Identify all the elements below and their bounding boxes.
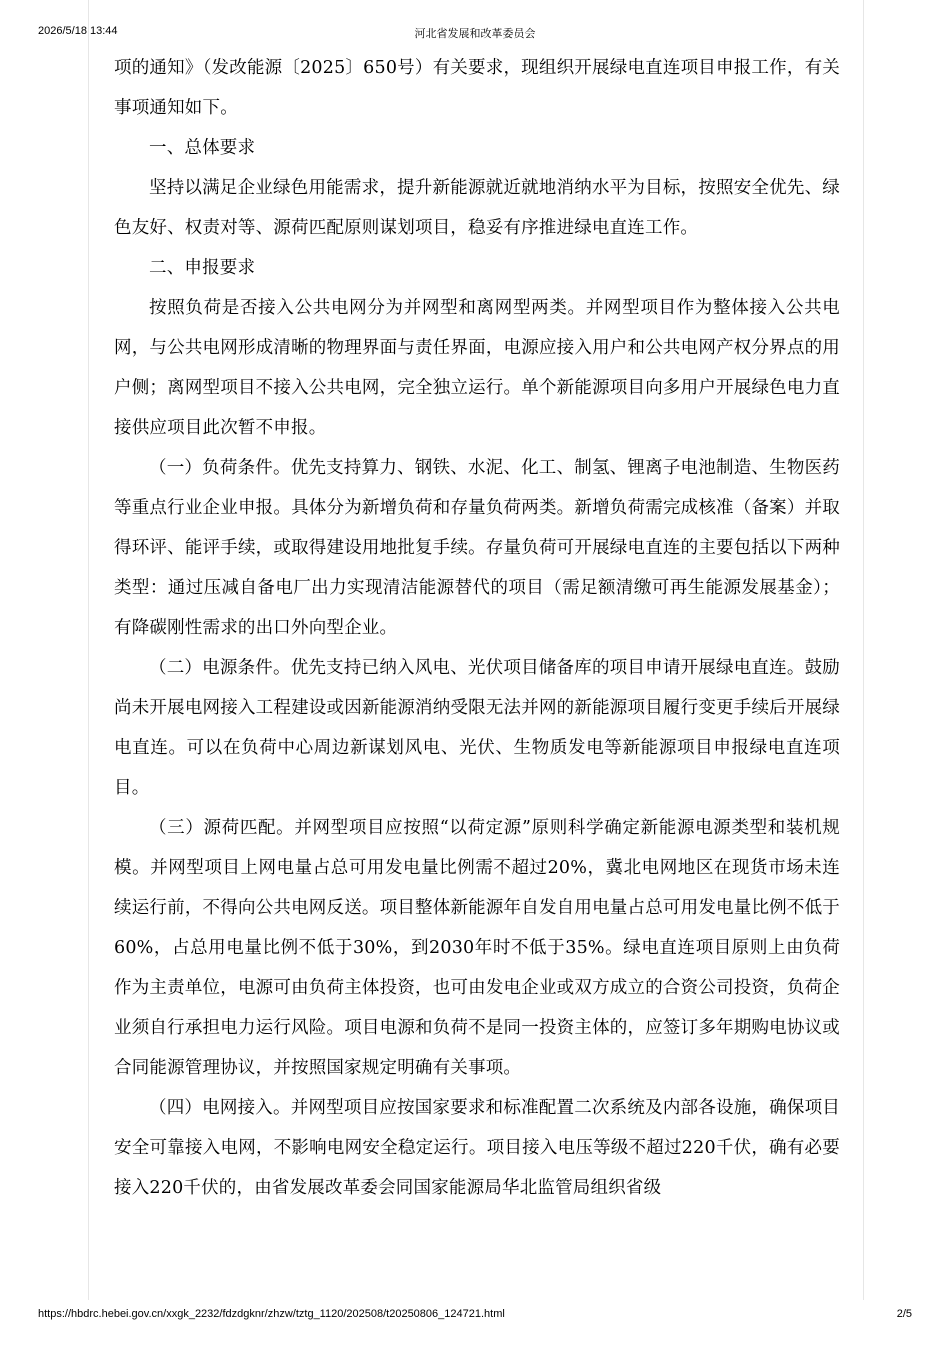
paragraph-power-conditions: （二）电源条件。优先支持已纳入风电、光伏项目储备库的项目申请开展绿电直连。鼓励尚未开展电网接入工程建设或因新能源消纳受限无法并网的新能源项目履行变更手续后开展绿电直连。可以在负荷中心周边新谋划风电、光伏、生物质发电等新能源项目申报绿电直连项目。 bbox=[114, 658, 840, 798]
print-url[interactable]: https://hbdrc.hebei.gov.cn/xxgk_2232/fdzdgknr/zhzw/tztg_1120/202508/t20250806_124721.html bbox=[38, 1308, 505, 1320]
print-site-title: 河北省发展和改革委员会 bbox=[414, 28, 536, 40]
section-heading-general: 一、总体要求 bbox=[149, 138, 256, 158]
paragraph-load-conditions: （一）负荷条件。优先支持算力、钢铁、水泥、化工、制氢、锂离子电池制造、生物医药等重点行业企业申报。具体分为新增负荷和存量负荷两类。新增负荷需完成核准（备案）并取得环评、能评手续，或取得建设用地批复手续。存量负荷可开展绿电直连的主要包括以下两种类型：通过压减自备电厂出力实现清洁能源替代的项目（需足额清缴可再生能源发展基金）；有降碳刚性需求的出口外向型企业。 bbox=[114, 458, 840, 638]
document-body bbox=[114, 48, 840, 1208]
print-page-number: 2/5 bbox=[896, 1308, 912, 1320]
paragraph-continuation: 项的通知》（发改能源〔2025〕650号）有关要求，现组织开展绿电直连项目申报工作，有关事项通知如下。 bbox=[114, 58, 840, 118]
paragraph-grid-access: （四）电网接入。并网型项目应按国家要求和标准配置二次系统及内部各设施，确保项目安全可靠接入电网，不影响电网安全稳定运行。项目接入电压等级不超过220千伏，确有必要接入220千伏的，由省发展改革委会同国家能源局华北监管局组织省级 bbox=[114, 1098, 840, 1198]
print-datetime: 2026/5/18 13:44 bbox=[38, 25, 118, 37]
paragraph-source-load-matching: （三）源荷匹配。并网型项目应按照“以荷定源”原则科学确定新能源电源类型和装机规模。并网型项目上网电量占总可用发电量比例需不超过20%，冀北电网地区在现货市场未连续运行前，不得向公共电网反送。项目整体新能源年自发自用电量占总可用发电量比例不低于60%，占总用电量比例不低于30%，到2030年时不低于35%。绿电直连项目原则上由负荷作为主责单位，电源可由负荷主体投资，也可由发电企业或双方成立的合资公司投资，负荷企业须自行承担电力运行风险。项目电源和负荷不是同一投资主体的，应签订多年期购电协议或合同能源管理协议，并按照国家规定明确有关事项。 bbox=[114, 818, 840, 1078]
paragraph-grid-types: 按照负荷是否接入公共电网分为并网型和离网型两类。并网型项目作为整体接入公共电网，与公共电网形成清晰的物理界面与责任界面，电源应接入用户和公共电网产权分界点的用户侧；离网型项目不接入公共电网，完全独立运行。单个新能源项目向多用户开展绿色电力直接供应项目此次暂不申报。 bbox=[114, 298, 840, 438]
section-heading-application: 二、申报要求 bbox=[149, 258, 256, 278]
paragraph-general: 坚持以满足企业绿色用能需求，提升新能源就近就地消纳水平为目标，按照安全优先、绿色友好、权责对等、源荷匹配原则谋划项目，稳妥有序推进绿电直连工作。 bbox=[114, 178, 840, 238]
print-footer bbox=[0, 1308, 950, 1324]
